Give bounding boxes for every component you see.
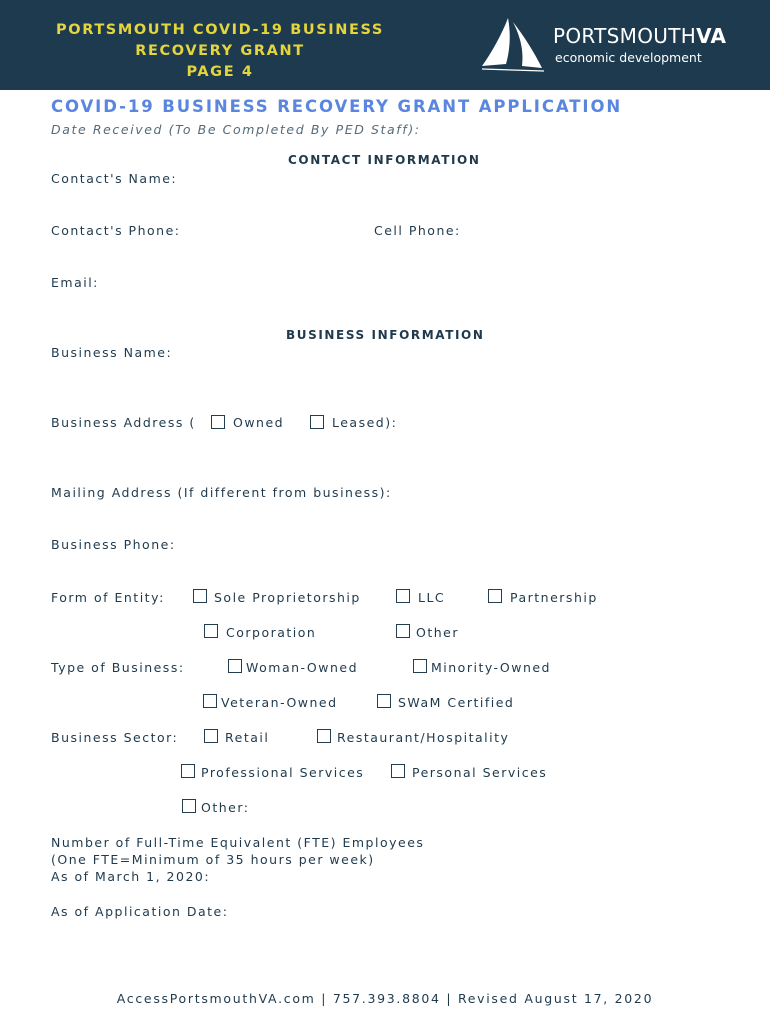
- professional-services-label: Professional Services: [201, 765, 365, 780]
- fte-label-line2: (One FTE=Minimum of 35 hours per week): [51, 852, 375, 867]
- email-label: Email:: [51, 275, 99, 290]
- logo-subtitle: economic development: [555, 50, 702, 65]
- sole-proprietorship-label: Sole Proprietorship: [214, 590, 361, 605]
- form-of-entity-label: Form of Entity:: [51, 590, 165, 605]
- llc-label: LLC: [418, 590, 446, 605]
- contact-name-label: Contact's Name:: [51, 171, 178, 186]
- minority-owned-checkbox[interactable]: [413, 659, 427, 673]
- owned-checkbox[interactable]: [211, 415, 225, 429]
- page-header: [0, 0, 770, 90]
- corporation-checkbox[interactable]: [204, 624, 218, 638]
- restaurant-hospitality-checkbox[interactable]: [317, 729, 331, 743]
- cell-phone-label: Cell Phone:: [374, 223, 461, 238]
- date-received-label: Date Received (To Be Completed By PED Staff):: [51, 122, 421, 137]
- business-address-label: Business Address (: [51, 415, 196, 430]
- business-name-label: Business Name:: [51, 345, 173, 360]
- header-title-line3: PAGE 4: [186, 64, 254, 80]
- personal-services-checkbox[interactable]: [391, 764, 405, 778]
- other-entity-label: Other: [416, 625, 459, 640]
- leased-label: Leased):: [332, 415, 398, 430]
- logo-text-light: PORTSMOUTH: [553, 24, 697, 48]
- owned-label: Owned: [233, 415, 285, 430]
- swam-certified-checkbox[interactable]: [377, 694, 391, 708]
- sole-proprietorship-checkbox[interactable]: [193, 589, 207, 603]
- retail-label: Retail: [225, 730, 270, 745]
- business-section-heading: BUSINESS INFORMATION: [286, 328, 485, 342]
- business-sector-label: Business Sector:: [51, 730, 179, 745]
- business-phone-label: Business Phone:: [51, 537, 176, 552]
- restaurant-hospitality-label: Restaurant/Hospitality: [337, 730, 510, 745]
- partnership-label: Partnership: [510, 590, 598, 605]
- corporation-label: Corporation: [226, 625, 317, 640]
- llc-checkbox[interactable]: [396, 589, 410, 603]
- veteran-owned-checkbox[interactable]: [203, 694, 217, 708]
- header-title-line2: RECOVERY GRANT: [135, 43, 305, 59]
- type-of-business-label: Type of Business:: [51, 660, 185, 675]
- header-title-line1: PORTSMOUTH COVID-19 BUSINESS: [56, 22, 384, 38]
- header-title: [50, 20, 390, 83]
- minority-owned-label: Minority-Owned: [431, 660, 551, 675]
- retail-checkbox[interactable]: [204, 729, 218, 743]
- contact-phone-label: Contact's Phone:: [51, 223, 181, 238]
- woman-owned-label: Woman-Owned: [246, 660, 359, 675]
- personal-services-label: Personal Services: [412, 765, 548, 780]
- form-title: COVID-19 BUSINESS RECOVERY GRANT APPLICATION: [51, 97, 623, 116]
- mailing-address-label: Mailing Address (If different from business):: [51, 485, 392, 500]
- logo-text: [553, 24, 726, 48]
- logo-text-bold: VA: [696, 24, 727, 48]
- fte-application-date-label: As of Application Date:: [51, 904, 229, 919]
- partnership-checkbox[interactable]: [488, 589, 502, 603]
- veteran-owned-label: Veteran-Owned: [221, 695, 338, 710]
- leased-checkbox[interactable]: [310, 415, 324, 429]
- other-sector-checkbox[interactable]: [182, 799, 196, 813]
- sailboat-icon: [480, 16, 546, 72]
- professional-services-checkbox[interactable]: [181, 764, 195, 778]
- page-footer: AccessPortsmouthVA.com | 757.393.8804 | Revised August 17, 2020: [116, 991, 654, 1006]
- swam-certified-label: SWaM Certified: [398, 695, 515, 710]
- other-entity-checkbox[interactable]: [396, 624, 410, 638]
- fte-march-label: As of March 1, 2020:: [51, 869, 211, 884]
- other-sector-label: Other:: [201, 800, 250, 815]
- woman-owned-checkbox[interactable]: [228, 659, 242, 673]
- fte-label-line1: Number of Full-Time Equivalent (FTE) Employees: [51, 835, 425, 850]
- contact-section-heading: CONTACT INFORMATION: [288, 153, 481, 167]
